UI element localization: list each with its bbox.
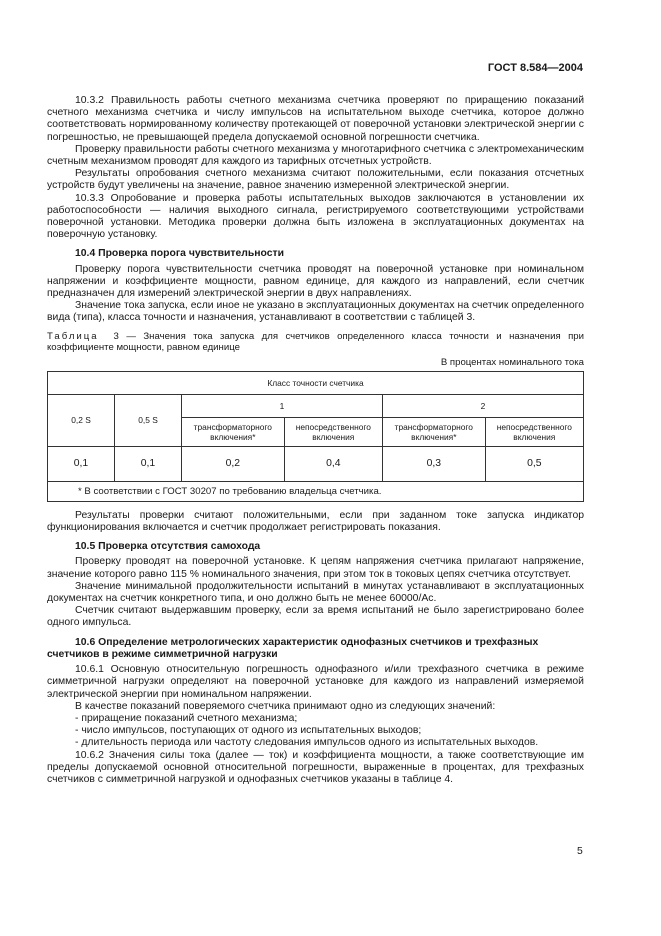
section-heading: 10.5 Проверка отсутствия самохода <box>75 541 261 553</box>
table-unit: В процентах номинального тока <box>440 356 584 368</box>
paragraph: Результаты проверки считают положительными, если при заданном токе запуска индикатор функционирования включается и счетчик продолжает регистрировать показания. <box>47 509 584 534</box>
paragraph: 10.6.1 Основную относительную погрешность однофазного и/или трехфазного счетчика в режиме симметричной нагрузки определяют на поверочной установке для каждого из направлений измеряемой электрической энергии при номинальном напряжении. <box>47 664 584 700</box>
sub-header: трансформаторного включения* <box>182 417 285 446</box>
class-header: 0,2 S <box>48 394 115 446</box>
class-header: 2 <box>382 394 583 417</box>
paragraph: 10.6.2 Значения силы тока (далее — ток) и коэффициента мощности, а также соответствующие им пределы допускаемой основной относительной погрешности, выраженные в процентах, для трехфазных счетчиков с симметричной нагрузкой и однофазных счетчиков указаны в таблице 4. <box>47 749 584 785</box>
paragraph: Значение тока запуска, если иное не указано в эксплуатационных документах на счетчик определенного вида (типа), класса точности и назначения, устанавливают в соответствии с таблицей 3. <box>47 300 584 324</box>
sub-header: трансформаторного включения* <box>382 417 485 446</box>
page-content <box>47 95 584 786</box>
table-cell: 0,1 <box>115 446 182 481</box>
table-caption-text: 3 — Значения тока запуска для счетчиков определенного класса точности и назначения при коэффициенте мощности, равном единице <box>47 330 584 353</box>
paragraph: Проверку правильности работы счетного механизма у многотарифного счетчика с электромеханическим счетным механизмом проводят для каждого из тарифных отсчетных устройств. <box>47 143 584 168</box>
paragraph: Счетчик считают выдержавшим проверку, если за время испытаний не было зарегистрировано более одного импульса. <box>47 605 584 629</box>
sub-header: непосредственного включения <box>284 417 382 446</box>
table-caption-label: Таблица <box>47 330 99 342</box>
table-cell: 0,4 <box>284 446 382 481</box>
class-header: 0,5 S <box>115 394 182 446</box>
section-heading: 10.6 Определение метрологических характеристик однофазных счетчиков и трехфазных счетчиков в режиме симметричной нагрузки <box>47 636 539 660</box>
table-cell: 0,2 <box>182 446 285 481</box>
sub-header: непосредственного включения <box>485 417 583 446</box>
list-item: - число импульсов, поступающих от одного из испытательных выходов; <box>75 725 422 737</box>
start-current-table <box>47 371 584 502</box>
paragraph: Проверку порога чувствительности счетчика проводят на поверочной установке при номинальном напряжении и коэффициенте мощности, равном единице, для каждого из направлений, если счетчик предназначен для измерений электрической энергии в двух направлениях. <box>47 263 584 300</box>
section-heading: 10.4 Проверка порога чувствительности <box>75 248 285 260</box>
paragraph: 10.3.3 Опробование и проверка работы испытательных выходов заключаются в установлении их работоспособности — наличия выходного сигнала, регистрируемого соответствующими устройствами поверочной установки. Методика проверки должна быть изложена в эксплуатационных документах на поверочную установку. <box>47 192 584 241</box>
table-caption <box>47 331 584 353</box>
paragraph: В качестве показаний поверяемого счетчика принимают одно из следующих значений: <box>75 700 496 712</box>
paragraph: Проверку проводят на поверочной установке. К цепям напряжения счетчика прилагают напряжение, значение которого равно 115 % номинального значения, при этом ток в токовых цепях счетчика отсутствует. <box>47 556 584 580</box>
paragraph: 10.3.2 Правильность работы счетного механизма счетчика проверяют по приращению показаний счетного механизма счетчика и числу импульсов на испытательном выходе счетчика, которое должно соответствовать нормированному количеству протекающей от поверочной установки электрической энергии с погрешностью, не превышающей предела допускаемой основной погрешности счетчика. <box>47 95 584 143</box>
table-cell: 0,3 <box>382 446 485 481</box>
list-item: - приращение показаний счетного механизма; <box>75 712 298 724</box>
paragraph: Значение минимальной продолжительности испытаний в минутах устанавливают в эксплуатационных документах на счетчик конкретного типа, и оно должно быть не менее 60000/Aс. <box>47 580 584 605</box>
paragraph: Результаты опробования счетного механизма считают положительными, если показания отсчетных устройств будут увеличены на значение, равное значению измеренной электрической энергии. <box>47 168 584 192</box>
list-item: - длительность периода или частоту следования импульсов одного из испытательных выходов. <box>75 737 539 749</box>
document-id: ГОСТ 8.584—2004 <box>487 62 583 74</box>
page-number: 5 <box>577 846 583 857</box>
table-cell: 0,5 <box>485 446 583 481</box>
class-header: 1 <box>182 394 383 417</box>
table-top-header: Класс точности счетчика <box>48 371 584 394</box>
table-cell: 0,1 <box>48 446 115 481</box>
table-footnote: * В соответствии с ГОСТ 30207 по требованию владельца счетчика. <box>48 481 584 501</box>
